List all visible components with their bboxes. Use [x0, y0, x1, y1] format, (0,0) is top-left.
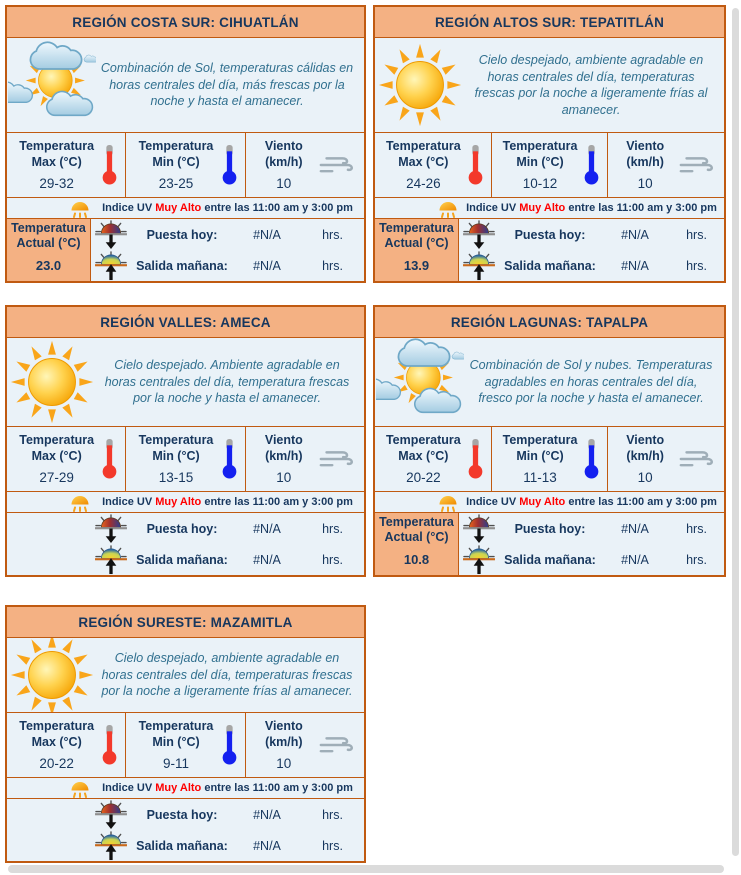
temp-min-value: 11-13 — [523, 469, 557, 485]
region-title: REGIÓN LAGUNAS: TAPALPA — [450, 314, 649, 330]
temp-max-value: 20-22 — [406, 469, 441, 485]
thermometer-min-icon — [222, 725, 237, 765]
sunrise-row — [91, 830, 364, 861]
temp-max-value: 24-26 — [406, 175, 441, 191]
sunrise-unit: hrs. — [322, 838, 343, 853]
thermometer-max-icon — [102, 725, 117, 765]
wind-cell — [607, 427, 724, 491]
sunset-row — [459, 219, 724, 250]
uv-sun-icon — [437, 494, 459, 512]
horizontal-scrollbar[interactable] — [8, 865, 724, 873]
wind-value: 10 — [276, 469, 292, 485]
temp-max-label: Temperatura Max (°C) — [19, 433, 95, 463]
temp-max-value: 29-32 — [39, 175, 74, 191]
uv-level: Muy Alto — [519, 202, 566, 214]
sun-clouds-icon — [8, 41, 96, 129]
temp-max-label: Temperatura Max (°C) — [385, 433, 461, 463]
uv-index-row — [375, 492, 724, 513]
thermometer-max-icon — [102, 145, 117, 185]
forecast-section — [375, 338, 724, 426]
wind-value: 10 — [637, 469, 653, 485]
sun-times-spacer — [7, 799, 91, 861]
sunrise-label: Salida mañana: — [136, 838, 228, 853]
temp-min-cell — [125, 133, 244, 197]
wind-value: 10 — [637, 175, 653, 191]
sunrise-label: Salida mañana: — [504, 258, 596, 273]
temp-actual-label: Temperatura Actual (°C) — [379, 221, 454, 250]
temp-max-cell — [375, 427, 491, 491]
sunset-unit: hrs. — [686, 227, 707, 242]
forecast-description: Combinación de Sol, temperaturas cálidas en horas centrales del día, más frescas por la noche y hasta el amanecer. — [100, 61, 354, 109]
sunset-row — [91, 219, 364, 250]
sunrise-row — [459, 250, 724, 281]
sunset-label: Puesta hoy: — [146, 227, 218, 242]
sun-times-section — [375, 219, 724, 281]
temp-max-cell — [375, 133, 491, 197]
sunset-time: #N/A — [621, 521, 649, 536]
thermometer-min-icon — [222, 439, 237, 479]
forecast-description: Cielo despejado, ambiente agradable en horas centrales del día, temperaturas frescas por la noche a ligeramente frías al amanecer. — [474, 53, 708, 117]
sunset-row — [91, 799, 364, 830]
wind-value: 10 — [276, 755, 292, 771]
sunset-time: #N/A — [253, 227, 281, 242]
wind-label: Viento (km/h) — [626, 433, 665, 463]
sun-times-section — [7, 799, 364, 861]
sunrise-icon — [91, 251, 131, 281]
sunset-label: Puesta hoy: — [514, 227, 586, 242]
region-card-costa-sur — [5, 5, 366, 283]
sunrise-row — [459, 544, 724, 575]
temp-min-label: Temperatura Min (°C) — [502, 433, 578, 463]
temp-min-cell — [491, 133, 608, 197]
uv-index-text: Indice UV Muy Alto entre las 11:00 am y 3:00 pm — [466, 496, 717, 508]
sunset-time: #N/A — [253, 521, 281, 536]
forecast-section — [7, 638, 364, 712]
sunset-row — [91, 513, 364, 544]
region-card-header — [7, 607, 364, 638]
sunset-icon — [459, 220, 499, 250]
uv-index-text: Indice UV Muy Alto entre las 11:00 am y 3:00 pm — [102, 782, 353, 794]
temp-min-label: Temperatura Min (°C) — [502, 139, 578, 169]
thermometer-max-icon — [468, 439, 483, 479]
sunset-label: Puesta hoy: — [514, 521, 586, 536]
thermometer-min-icon — [584, 145, 599, 185]
region-title: REGIÓN VALLES: AMECA — [100, 314, 271, 330]
uv-index-row — [375, 198, 724, 219]
region-card-header — [7, 7, 364, 38]
temp-max-label: Temperatura Max (°C) — [19, 139, 95, 169]
sunrise-time: #N/A — [621, 258, 649, 273]
sun-icon — [376, 41, 464, 129]
temp-min-label: Temperatura Min (°C) — [138, 433, 214, 463]
temp-actual-value: 10.8 — [403, 552, 430, 567]
sunrise-label: Salida mañana: — [136, 258, 228, 273]
sunrise-label: Salida mañana: — [504, 552, 596, 567]
temp-actual-label: Temperatura Actual (°C) — [11, 221, 86, 250]
sunrise-unit: hrs. — [686, 552, 707, 567]
sunrise-time: #N/A — [253, 258, 281, 273]
temperature-row — [7, 132, 364, 198]
temp-actual-label: Temperatura Actual (°C) — [379, 515, 454, 544]
uv-index-text: Indice UV Muy Alto entre las 11:00 am y 3:00 pm — [466, 202, 717, 214]
forecast-description: Cielo despejado. Ambiente agradable en horas centrales del día, temperatura frescas por la noche y hasta el amanecer. — [104, 358, 350, 406]
vertical-scrollbar[interactable] — [732, 8, 739, 856]
uv-index-text: Indice UV Muy Alto entre las 11:00 am y 3:00 pm — [102, 202, 353, 214]
sunrise-icon — [459, 251, 499, 281]
temp-max-value: 27-29 — [39, 469, 74, 485]
sun-times-spacer — [7, 513, 91, 575]
sunrise-label: Salida mañana: — [136, 552, 228, 567]
region-card-header — [7, 307, 364, 338]
thermometer-max-icon — [468, 145, 483, 185]
sunset-unit: hrs. — [322, 807, 343, 822]
region-card-sureste — [5, 605, 366, 863]
temp-min-value: 10-12 — [522, 175, 558, 191]
uv-index-row — [7, 492, 364, 513]
region-card-lagunas — [373, 305, 726, 577]
uv-sun-icon — [437, 200, 459, 218]
wind-icon — [678, 444, 716, 474]
uv-sun-icon — [69, 494, 91, 512]
sunrise-time: #N/A — [253, 552, 281, 567]
temp-min-label: Temperatura Min (°C) — [138, 719, 214, 749]
uv-sun-icon — [69, 780, 91, 798]
temp-max-label: Temperatura Max (°C) — [385, 139, 461, 169]
thermometer-max-icon — [102, 439, 117, 479]
sunrise-unit: hrs. — [322, 552, 343, 567]
wind-label: Viento (km/h) — [264, 433, 303, 463]
temperature-row — [7, 712, 364, 778]
uv-level: Muy Alto — [155, 782, 202, 794]
sunrise-icon — [459, 545, 499, 575]
sun-icon — [8, 338, 96, 426]
sunrise-time: #N/A — [621, 552, 649, 567]
sunset-label: Puesta hoy: — [146, 807, 218, 822]
sunrise-row — [91, 250, 364, 281]
temp-max-cell — [7, 713, 125, 777]
sunrise-time: #N/A — [253, 838, 281, 853]
wind-cell — [245, 133, 364, 197]
temp-min-value: 13-15 — [158, 469, 194, 485]
sunset-icon — [459, 514, 499, 544]
uv-index-text: Indice UV Muy Alto entre las 11:00 am y 3:00 pm — [102, 496, 353, 508]
sun-times-section — [375, 513, 724, 575]
temp-actual-cell — [7, 219, 91, 281]
sunset-row — [459, 513, 724, 544]
wind-value: 10 — [276, 175, 292, 191]
sunset-icon — [91, 514, 131, 544]
sun-clouds-icon — [376, 338, 464, 426]
sun-icon — [8, 638, 96, 712]
temperature-row — [375, 426, 724, 492]
uv-level: Muy Alto — [519, 496, 566, 508]
sunset-icon — [91, 220, 131, 250]
region-title: REGIÓN COSTA SUR: CIHUATLÁN — [72, 14, 299, 30]
sunset-unit: hrs. — [322, 227, 343, 242]
region-card-header — [375, 307, 724, 338]
wind-icon — [318, 730, 356, 760]
temp-min-value: 9-11 — [162, 755, 189, 771]
temp-actual-cell — [375, 513, 459, 575]
uv-index-row — [7, 778, 364, 799]
temperature-row — [7, 426, 364, 492]
temp-min-label: Temperatura Min (°C) — [138, 139, 214, 169]
sunrise-icon — [91, 831, 131, 861]
temperature-row — [375, 132, 724, 198]
temp-max-cell — [7, 133, 125, 197]
region-card-altos-sur — [373, 5, 726, 283]
uv-sun-icon — [69, 200, 91, 218]
temp-max-cell — [7, 427, 125, 491]
temp-min-value: 23-25 — [158, 175, 194, 191]
sunset-time: #N/A — [621, 227, 649, 242]
uv-index-row — [7, 198, 364, 219]
region-card-header — [375, 7, 724, 38]
sunset-label: Puesta hoy: — [146, 521, 218, 536]
wind-cell — [607, 133, 724, 197]
forecast-section — [7, 38, 364, 132]
temp-min-cell — [125, 713, 244, 777]
wind-cell — [245, 713, 364, 777]
forecast-description: Combinación de Sol y nubes. Temperaturas agradables en horas centrales del día, fresco por la noche y hasta el amanecer. — [469, 358, 713, 406]
sunrise-unit: hrs. — [322, 258, 343, 273]
wind-cell — [245, 427, 364, 491]
sunrise-row — [91, 544, 364, 575]
temp-actual-value: 23.0 — [35, 258, 62, 273]
temp-min-cell — [491, 427, 608, 491]
region-title: REGIÓN ALTOS SUR: TEPATITLÁN — [434, 14, 665, 30]
forecast-section — [7, 338, 364, 426]
temp-actual-value: 13.9 — [403, 258, 430, 273]
sunset-unit: hrs. — [686, 521, 707, 536]
wind-label: Viento (km/h) — [264, 719, 303, 749]
region-title: REGIÓN SURESTE: MAZAMITLA — [78, 614, 293, 630]
sunset-icon — [91, 800, 131, 830]
temp-max-value: 20-22 — [39, 755, 74, 771]
sunrise-icon — [91, 545, 131, 575]
uv-level: Muy Alto — [155, 496, 202, 508]
thermometer-min-icon — [222, 145, 237, 185]
wind-label: Viento (km/h) — [264, 139, 303, 169]
sunrise-unit: hrs. — [686, 258, 707, 273]
wind-label: Viento (km/h) — [626, 139, 665, 169]
forecast-description: Cielo despejado, ambiente agradable en horas centrales del día, temperaturas frescas por la noche a ligeramente frías al amanecer. — [101, 651, 353, 699]
region-card-valles — [5, 305, 366, 577]
wind-icon — [678, 150, 716, 180]
sun-times-section — [7, 219, 364, 281]
thermometer-min-icon — [584, 439, 599, 479]
forecast-section — [375, 38, 724, 132]
wind-icon — [318, 444, 356, 474]
sun-times-section — [7, 513, 364, 575]
wind-icon — [318, 150, 356, 180]
temp-max-label: Temperatura Max (°C) — [19, 719, 95, 749]
sunset-time: #N/A — [253, 807, 281, 822]
temp-actual-cell — [375, 219, 459, 281]
uv-level: Muy Alto — [155, 202, 202, 214]
sunset-unit: hrs. — [322, 521, 343, 536]
temp-min-cell — [125, 427, 244, 491]
